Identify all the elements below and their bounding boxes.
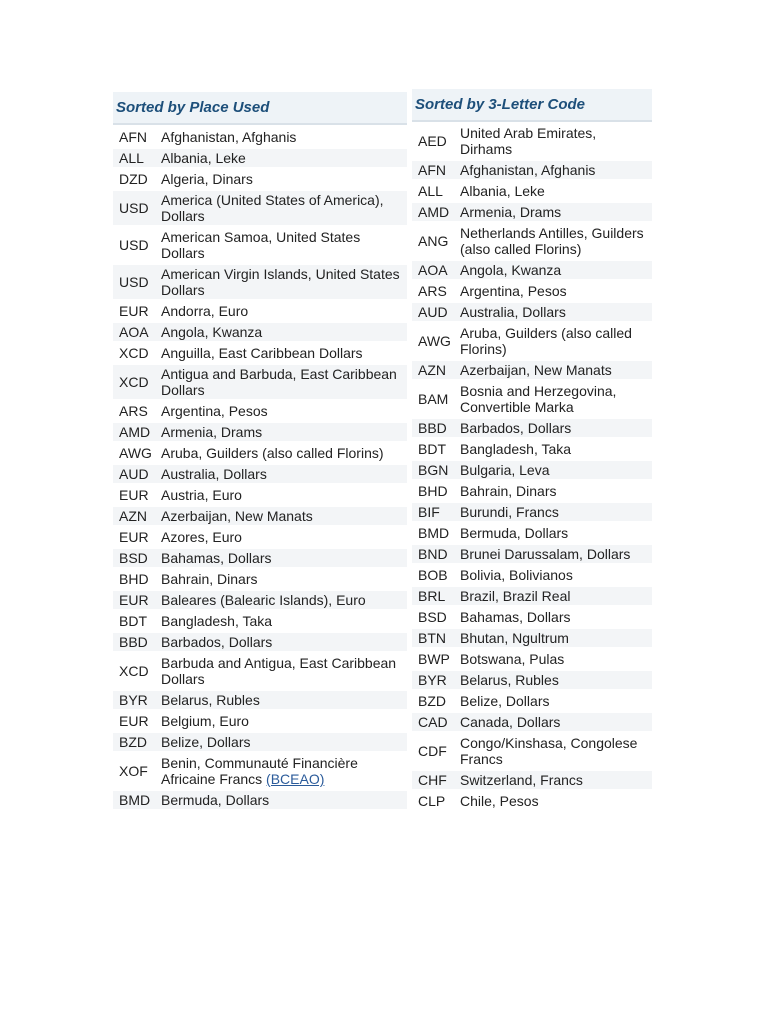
table-row: [113, 791, 407, 812]
currency-name-text: Bermuda, Dollars: [161, 792, 270, 808]
currency-name: [460, 324, 652, 361]
currency-name: [460, 792, 652, 813]
currency-name: [460, 182, 652, 203]
currency-name: [161, 444, 407, 465]
currency-name-text: Austria, Euro: [161, 487, 242, 503]
table-row: [412, 182, 652, 203]
table-row: [113, 302, 407, 323]
currency-name-text: Bahrain, Dinars: [460, 483, 557, 499]
currency-code: CLP: [412, 792, 460, 813]
currency-code: AMD: [412, 203, 460, 224]
currency-name-text: Antigua and Barbuda, East Caribbean Dollars: [161, 366, 397, 398]
currency-code: USD: [113, 191, 161, 228]
currency-code: BBD: [113, 633, 161, 654]
currency-code: CHF: [412, 771, 460, 792]
currency-code: BYR: [412, 671, 460, 692]
currency-name-text: Bahrain, Dinars: [161, 571, 258, 587]
table-row: [113, 128, 407, 149]
currency-name: [161, 528, 407, 549]
table-row: [412, 524, 652, 545]
table-row: [412, 713, 652, 734]
currency-code: AFN: [113, 128, 161, 149]
currency-code: EUR: [113, 712, 161, 733]
table-row: [113, 402, 407, 423]
currency-code: BWP: [412, 650, 460, 671]
currency-code: BSD: [412, 608, 460, 629]
currency-code: BND: [412, 545, 460, 566]
currency-name-text: Australia, Dollars: [460, 304, 566, 320]
currency-name-text: Bahamas, Dollars: [161, 550, 272, 566]
currency-name: [161, 654, 407, 691]
currency-code: BZD: [412, 692, 460, 713]
currency-code: ALL: [412, 182, 460, 203]
table-row: [113, 570, 407, 591]
currency-name-text: Netherlands Antilles, Guilders (also called Florins): [460, 225, 644, 257]
currency-name: [161, 570, 407, 591]
currency-name-text: Belarus, Rubles: [460, 672, 559, 688]
place-sorted-table: [113, 92, 407, 812]
currency-name-text: Barbados, Dollars: [460, 420, 572, 436]
currency-code: BIF: [412, 503, 460, 524]
table-row: [412, 629, 652, 650]
currency-name: [161, 733, 407, 754]
currency-code: BBD: [412, 419, 460, 440]
table-row: [412, 261, 652, 282]
currency-name-text: Bulgaria, Leva: [460, 462, 550, 478]
currency-name-text: American Virgin Islands, United States Dollars: [161, 266, 400, 298]
currency-name-text: Barbuda and Antigua, East Caribbean Dollars: [161, 655, 397, 687]
currency-code: BHD: [412, 482, 460, 503]
table-row: [113, 344, 407, 365]
currency-name: [161, 691, 407, 712]
place-sorted-heading: Sorted by Place Used: [113, 92, 407, 125]
currency-name: [460, 524, 652, 545]
currency-name: [161, 465, 407, 486]
currency-name: [460, 587, 652, 608]
currency-name: [460, 282, 652, 303]
currency-code: AOA: [113, 323, 161, 344]
currency-code: AUD: [113, 465, 161, 486]
currency-name: [460, 382, 652, 419]
currency-name: [161, 302, 407, 323]
currency-name: [161, 791, 407, 812]
currency-name: [161, 612, 407, 633]
table-row: [412, 282, 652, 303]
currency-code: BAM: [412, 382, 460, 419]
currency-code: BHD: [113, 570, 161, 591]
currency-code: AZN: [113, 507, 161, 528]
table-row: [113, 170, 407, 191]
table-row: [113, 633, 407, 654]
currency-name: [460, 161, 652, 182]
table-row: [412, 161, 652, 182]
currency-code: BOB: [412, 566, 460, 587]
table-row: [113, 191, 407, 228]
place-sorted-rows: [113, 128, 407, 812]
currency-code: AUD: [412, 303, 460, 324]
table-row: [113, 149, 407, 170]
currency-name-text: Bosnia and Herzegovina, Convertible Marka: [460, 383, 617, 415]
currency-name-text: Armenia, Drams: [460, 204, 562, 220]
currency-name: [161, 344, 407, 365]
currency-code: EUR: [113, 591, 161, 612]
currency-code: XCD: [113, 344, 161, 365]
table-row: [113, 323, 407, 344]
currency-code: AED: [412, 124, 460, 161]
table-row: [412, 203, 652, 224]
currency-name-text: Chile, Pesos: [460, 793, 539, 809]
currency-name: [161, 591, 407, 612]
currency-name-text: Azerbaijan, New Manats: [460, 362, 612, 378]
currency-name: [161, 486, 407, 507]
currency-name: [161, 633, 407, 654]
currency-name-text: Belgium, Euro: [161, 713, 249, 729]
currency-name-text: United Arab Emirates, Dirhams: [460, 125, 597, 157]
currency-name: [460, 503, 652, 524]
currency-code: BSD: [113, 549, 161, 570]
currency-code: BDT: [113, 612, 161, 633]
table-row: [412, 734, 652, 771]
currency-name: [460, 671, 652, 692]
table-row: [412, 503, 652, 524]
table-row: [412, 545, 652, 566]
currency-name-text: Algeria, Dinars: [161, 171, 253, 187]
currency-code: BTN: [412, 629, 460, 650]
table-row: [113, 691, 407, 712]
currency-name: [161, 712, 407, 733]
currency-name-text: Switzerland, Francs: [460, 772, 583, 788]
currency-name: [460, 261, 652, 282]
currency-name-text: Brunei Darussalam, Dollars: [460, 546, 631, 562]
currency-name-text: Armenia, Drams: [161, 424, 263, 440]
currency-name: [460, 771, 652, 792]
currency-code: EUR: [113, 486, 161, 507]
table-row: [113, 507, 407, 528]
table-row: [412, 608, 652, 629]
currency-name-text: Belize, Dollars: [161, 734, 251, 750]
currency-name: [161, 149, 407, 170]
currency-name: [161, 170, 407, 191]
currency-code: AOA: [412, 261, 460, 282]
table-row: [412, 224, 652, 261]
code-sorted-rows: [412, 124, 652, 813]
table-row: [412, 650, 652, 671]
currency-name: [161, 128, 407, 149]
currency-name: [161, 402, 407, 423]
currency-code: BDT: [412, 440, 460, 461]
currency-name-text: Angola, Kwanza: [460, 262, 562, 278]
currency-name: [460, 482, 652, 503]
currency-name-text: Argentina, Pesos: [161, 403, 268, 419]
currency-name-text: Azores, Euro: [161, 529, 242, 545]
currency-name-text: Anguilla, East Caribbean Dollars: [161, 345, 363, 361]
currency-name-text: Congo/Kinshasa, Congolese Francs: [460, 735, 638, 767]
currency-name: [460, 419, 652, 440]
currency-name-text: American Samoa, United States Dollars: [161, 229, 361, 261]
currency-name: [460, 440, 652, 461]
currency-code: XCD: [113, 654, 161, 691]
currency-name: [161, 191, 407, 228]
currency-name-text: Belize, Dollars: [460, 693, 550, 709]
currency-code: ALL: [113, 149, 161, 170]
currency-code: CAD: [412, 713, 460, 734]
table-row: [412, 124, 652, 161]
currency-code: XCD: [113, 365, 161, 402]
currency-code: BGN: [412, 461, 460, 482]
currency-name-text: Bhutan, Ngultrum: [460, 630, 569, 646]
currency-name: [460, 224, 652, 261]
currency-code: BMD: [412, 524, 460, 545]
currency-name: [460, 713, 652, 734]
currency-name: [161, 549, 407, 570]
table-row: [113, 365, 407, 402]
currency-name-text: Benin, Communauté Financière Africaine Francs: [161, 755, 358, 787]
table-row: [113, 591, 407, 612]
currency-name-text: Bahamas, Dollars: [460, 609, 571, 625]
currency-code: USD: [113, 265, 161, 302]
currency-name-text: Azerbaijan, New Manats: [161, 508, 313, 524]
table-row: [412, 382, 652, 419]
table-row: [412, 303, 652, 324]
currency-name-text: Canada, Dollars: [460, 714, 561, 730]
currency-name-text: Bangladesh, Taka: [161, 613, 273, 629]
currency-name-text: Bangladesh, Taka: [460, 441, 572, 457]
currency-name: [460, 303, 652, 324]
currency-name: [460, 545, 652, 566]
currency-name: [460, 629, 652, 650]
currency-name-text: Aruba, Guilders (also called Florins): [460, 325, 632, 357]
table-row: [113, 228, 407, 265]
currency-code: AZN: [412, 361, 460, 382]
currency-name: [460, 692, 652, 713]
table-row: [113, 423, 407, 444]
currency-name: [460, 734, 652, 771]
table-row: [412, 461, 652, 482]
currency-name-text: America (United States of America), Dollars: [161, 192, 384, 224]
table-row: [113, 465, 407, 486]
currency-code: AFN: [412, 161, 460, 182]
table-row: [113, 754, 407, 791]
currency-name-text: Australia, Dollars: [161, 466, 267, 482]
table-row: [113, 549, 407, 570]
currency-name: [161, 754, 407, 791]
currency-code: AWG: [412, 324, 460, 361]
currency-code: BYR: [113, 691, 161, 712]
table-row: [412, 361, 652, 382]
currency-name: [460, 461, 652, 482]
currency-name: [161, 507, 407, 528]
table-row: [412, 671, 652, 692]
currency-name: [460, 203, 652, 224]
table-row: [412, 482, 652, 503]
table-row: [412, 324, 652, 361]
currency-name-text: Botswana, Pulas: [460, 651, 565, 667]
currency-code: ARS: [113, 402, 161, 423]
table-row: [113, 712, 407, 733]
currency-name: [460, 650, 652, 671]
currency-name-text: Angola, Kwanza: [161, 324, 263, 340]
currency-code: EUR: [113, 528, 161, 549]
currency-name-text: Andorra, Euro: [161, 303, 249, 319]
currency-name: [161, 323, 407, 344]
currency-code: BMD: [113, 791, 161, 812]
currency-name: [460, 361, 652, 382]
currency-name: [460, 124, 652, 161]
currency-code: AWG: [113, 444, 161, 465]
currency-name: [161, 365, 407, 402]
currency-code: ANG: [412, 224, 460, 261]
currency-name: [460, 608, 652, 629]
currency-name-text: Bermuda, Dollars: [460, 525, 569, 541]
table-row: [412, 419, 652, 440]
currency-name-text: Brazil, Brazil Real: [460, 588, 571, 604]
currency-name-text: Albania, Leke: [460, 183, 545, 199]
table-row: [113, 528, 407, 549]
currency-name: [161, 265, 407, 302]
table-row: [113, 444, 407, 465]
table-row: [113, 612, 407, 633]
currency-name-text: Belarus, Rubles: [161, 692, 260, 708]
table-row: [113, 486, 407, 507]
table-row: [412, 771, 652, 792]
table-row: [113, 265, 407, 302]
currency-name-text: Aruba, Guilders (also called Florins): [161, 445, 384, 461]
currency-code: EUR: [113, 302, 161, 323]
code-sorted-table: [412, 89, 655, 813]
currency-name-text: Bolivia, Bolivianos: [460, 567, 573, 583]
currency-name: [460, 566, 652, 587]
table-row: [113, 654, 407, 691]
currency-name-text: Afghanistan, Afghanis: [460, 162, 596, 178]
currency-code: DZD: [113, 170, 161, 191]
currency-code: XOF: [113, 754, 161, 791]
code-sorted-heading: Sorted by 3-Letter Code: [412, 89, 652, 122]
currency-code: ARS: [412, 282, 460, 303]
bceao-link[interactable]: (BCEAO): [266, 771, 325, 787]
currency-name-text: Afghanistan, Afghanis: [161, 129, 297, 145]
currency-code: AMD: [113, 423, 161, 444]
table-row: [412, 587, 652, 608]
currency-code: BZD: [113, 733, 161, 754]
currency-code: USD: [113, 228, 161, 265]
table-row: [412, 566, 652, 587]
currency-code: BRL: [412, 587, 460, 608]
currency-name-text: Baleares (Balearic Islands), Euro: [161, 592, 366, 608]
currency-name: [161, 423, 407, 444]
table-row: [412, 692, 652, 713]
currency-name-text: Barbados, Dollars: [161, 634, 273, 650]
table-row: [113, 733, 407, 754]
currency-code: CDF: [412, 734, 460, 771]
table-row: [412, 440, 652, 461]
currency-name: [161, 228, 407, 265]
table-row: [412, 792, 652, 813]
currency-name-text: Albania, Leke: [161, 150, 246, 166]
currency-name-text: Burundi, Francs: [460, 504, 559, 520]
currency-name-text: Argentina, Pesos: [460, 283, 567, 299]
